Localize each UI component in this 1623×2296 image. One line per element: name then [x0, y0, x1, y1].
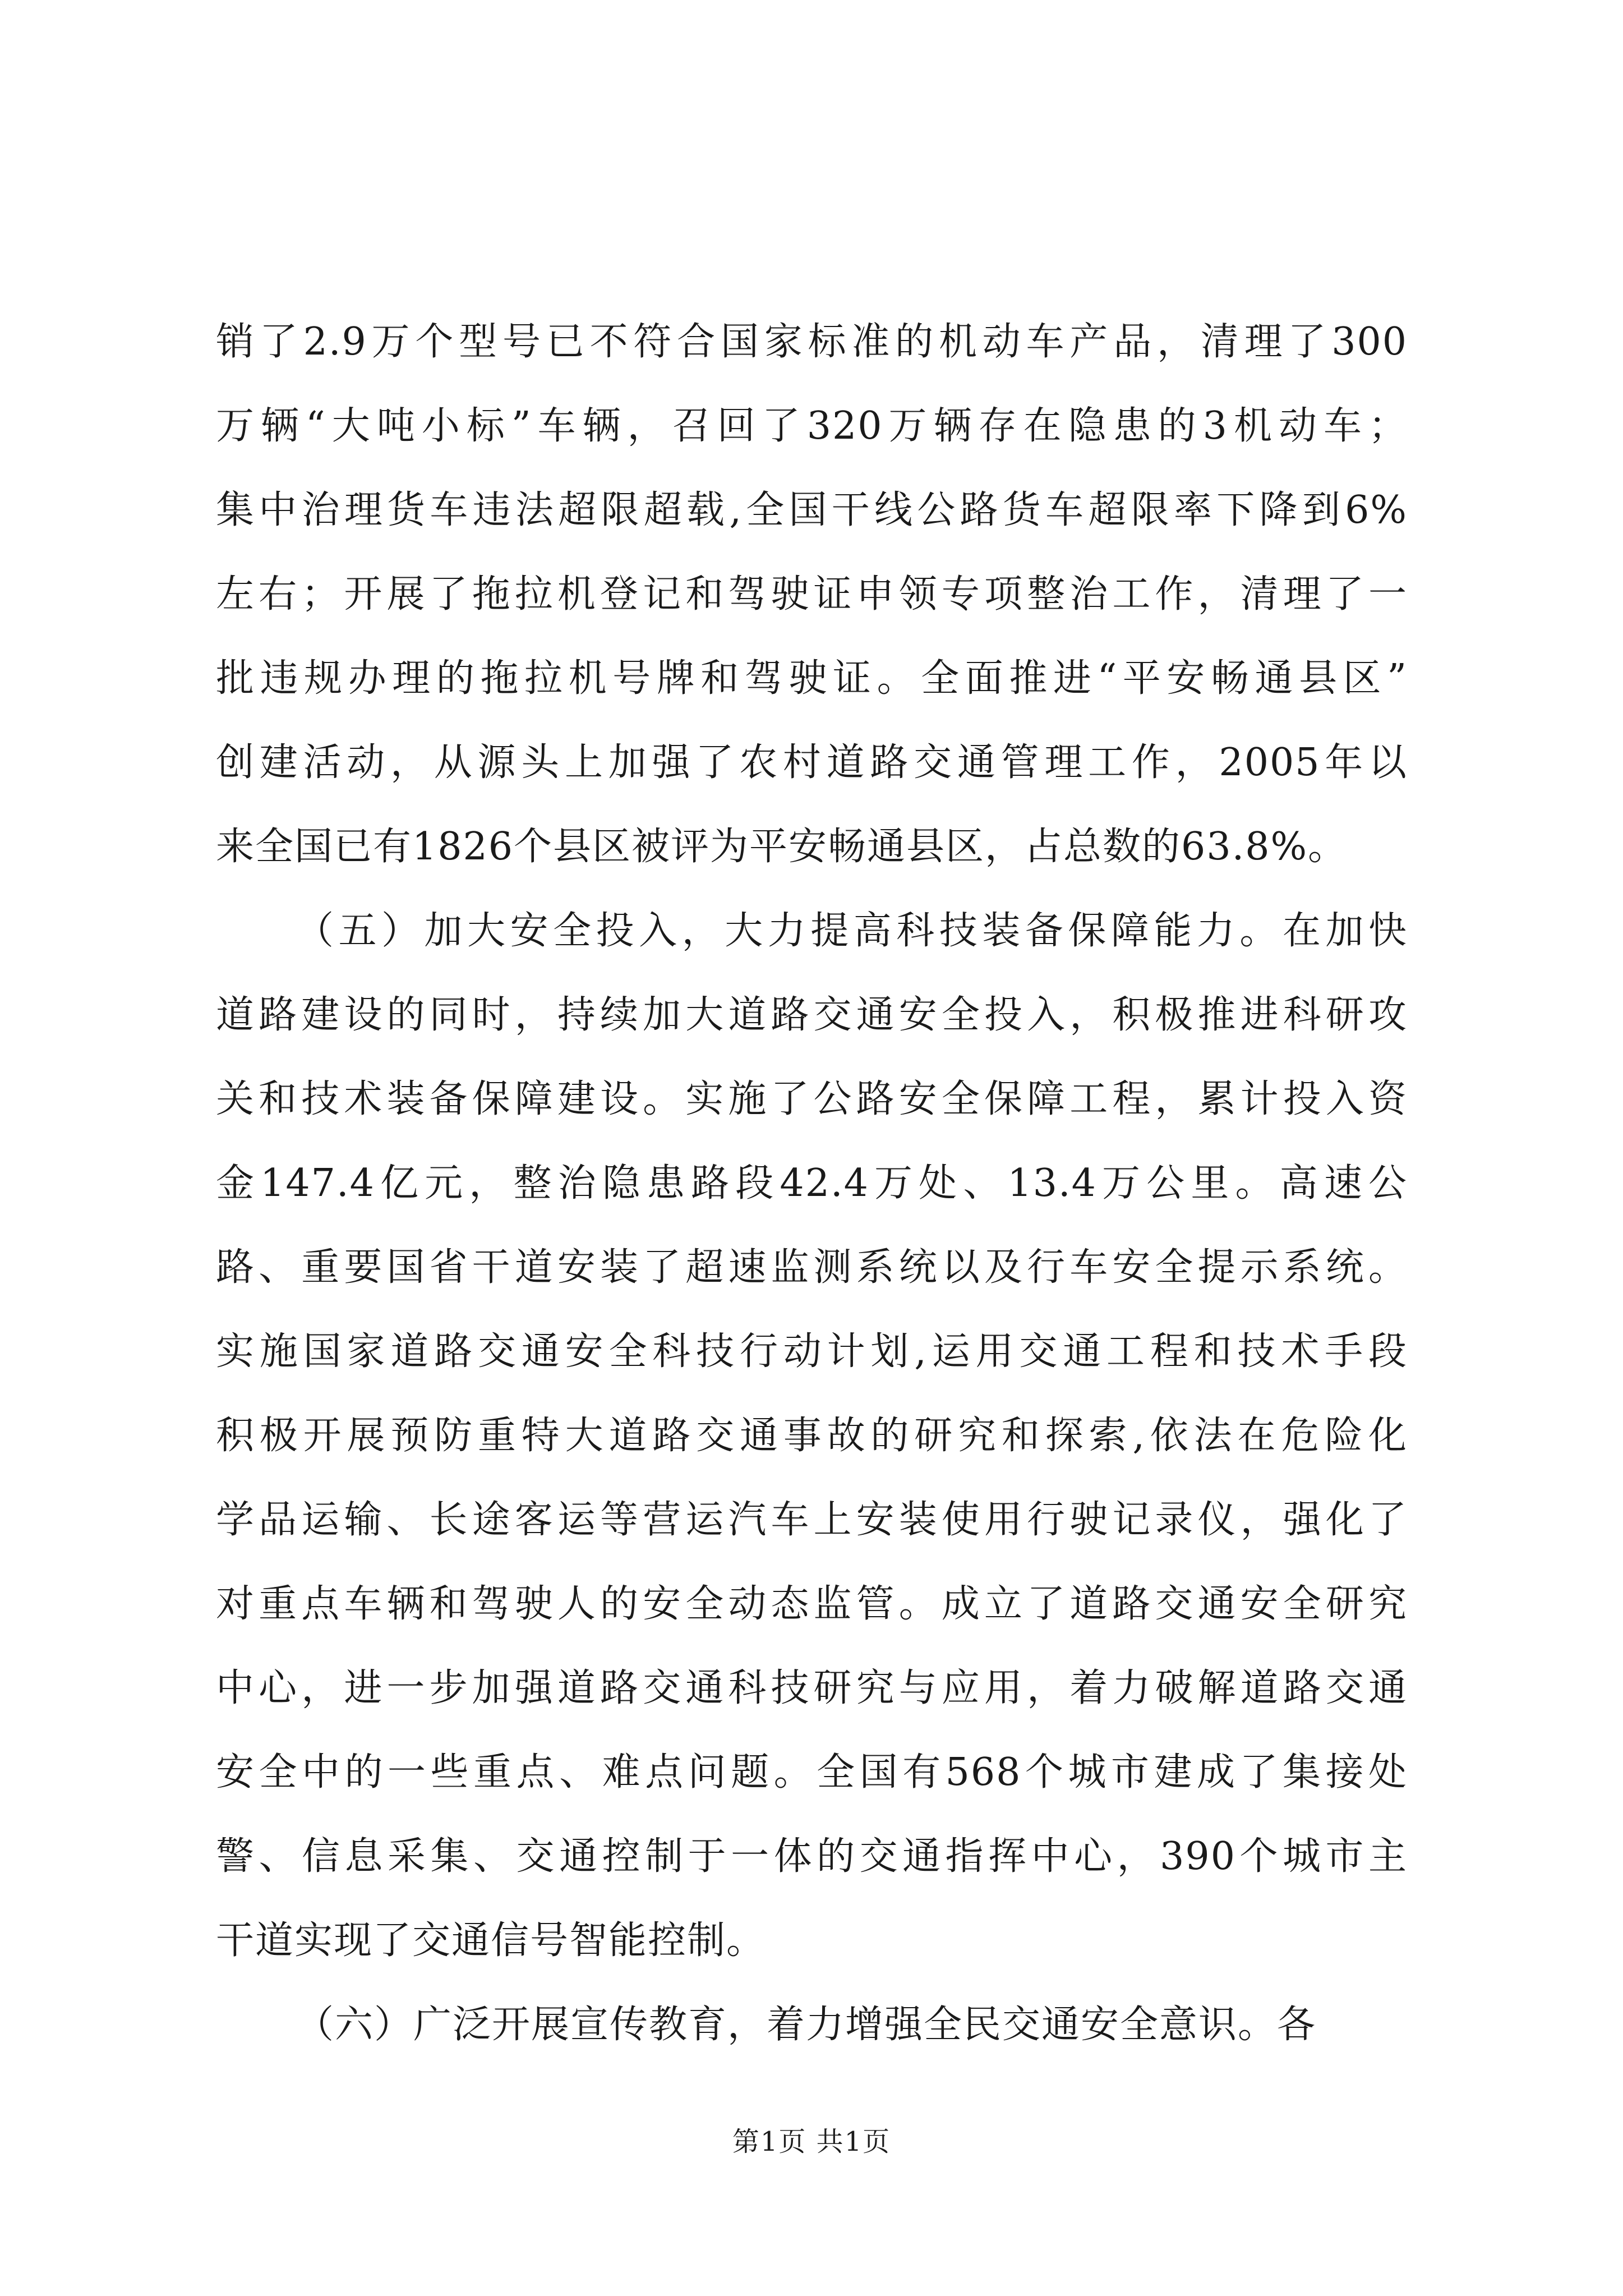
text-line: （六）广泛开展宣传教育，着力增强全民交通安全意识。各 — [296, 2003, 1317, 2047]
text-line: 集中治理货车违法超限超载,全国干线公路货车超限率下降到6% — [216, 488, 1408, 532]
text-line: 学品运输、长途客运等营运汽车上安装使用行驶记录仪，强化了 — [216, 1498, 1408, 1542]
paragraph — [216, 300, 1408, 889]
text-line: 创建活动，从源头上加强了农村道路交通管理工作，2005年以 — [216, 740, 1408, 785]
text-line: 万辆“大吨小标”车辆，召回了320万辆存在隐患的3机动车； — [216, 404, 1408, 448]
text-line: 安全中的一些重点、难点问题。全国有568个城市建成了集接处 — [216, 1750, 1408, 1795]
paragraph — [216, 889, 1408, 1983]
text-line: 实施国家道路交通安全科技行动计划,运用交通工程和技术手段 — [216, 1329, 1408, 1374]
text-line: 干道实现了交通信号智能控制。 — [216, 1918, 766, 1963]
text-line: 积极开展预防重特大道路交通事故的研究和探索,依法在危险化 — [216, 1414, 1408, 1458]
document-body — [216, 300, 1408, 2067]
page-footer: 第1页 共1页 — [732, 2126, 891, 2157]
text-line: 关和技术装备保障建设。实施了公路安全保障工程，累计投入资 — [216, 1077, 1408, 1121]
text-line: 左右；开展了拖拉机登记和驾驶证申领专项整治工作，清理了一 — [216, 572, 1408, 616]
text-line: 中心，进一步加强道路交通科技研究与应用，着力破解道路交通 — [216, 1666, 1408, 1710]
text-line: 销了2.9万个型号已不符合国家标准的机动车产品，清理了300 — [216, 320, 1408, 364]
text-line: 批违规办理的拖拉机号牌和驾驶证。全面推进“平安畅通县区” — [216, 656, 1408, 701]
text-line: 来全国已有1826个县区被评为平安畅通县区，占总数的63.8%。 — [216, 825, 1348, 869]
text-line: 金147.4亿元，整治隐患路段42.4万处、13.4万公里。高速公 — [216, 1161, 1408, 1205]
text-line: 道路建设的同时，持续加大道路交通安全投入，积极推进科研攻 — [216, 993, 1408, 1037]
paragraph — [216, 1983, 1408, 2067]
text-line: 警、信息采集、交通控制于一体的交通指挥中心，390个城市主 — [216, 1834, 1408, 1879]
text-line: （五）加大安全投入，大力提高科技装备保障能力。在加快 — [296, 909, 1408, 953]
text-line: 路、重要国省干道安装了超速监测系统以及行车安全提示系统。 — [216, 1245, 1408, 1290]
text-line: 对重点车辆和驾驶人的安全动态监管。成立了道路交通安全研究 — [216, 1582, 1408, 1626]
